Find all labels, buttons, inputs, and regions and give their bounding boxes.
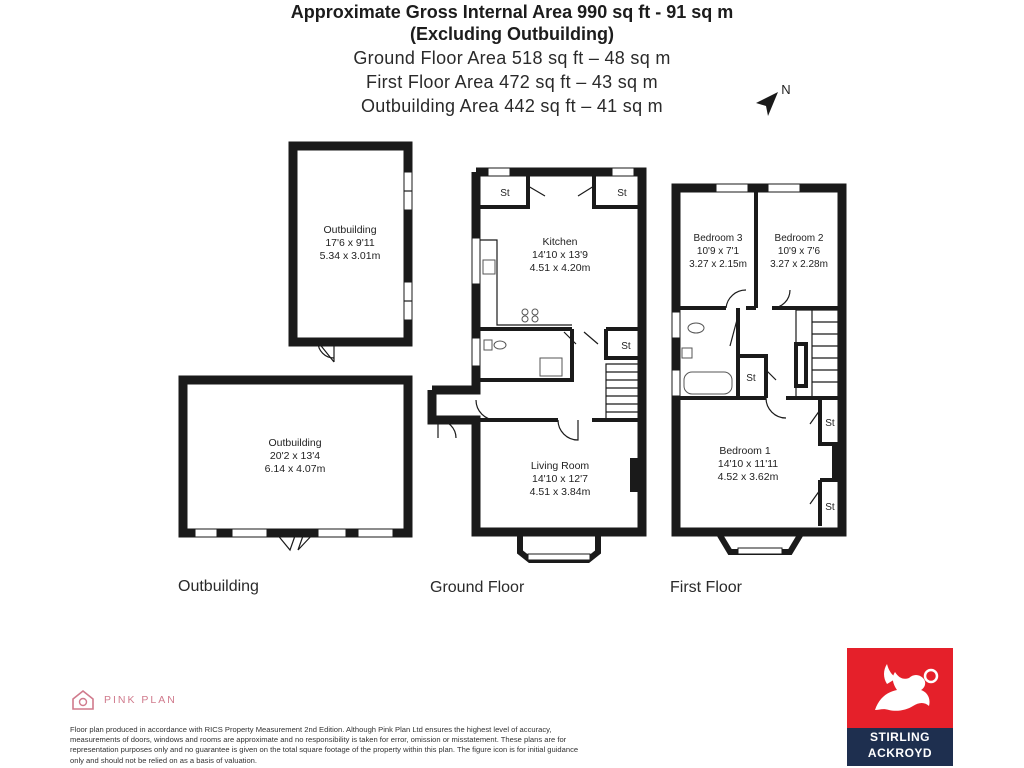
stirling-ackroyd-logo <box>847 648 953 766</box>
bedroom2-name: Bedroom 2 <box>774 233 824 244</box>
compass-label: N <box>781 82 791 97</box>
griffin-icon <box>847 648 953 728</box>
brand-line-1: STIRLING <box>870 730 930 744</box>
bedroom1-name: Bedroom 1 <box>719 445 771 457</box>
outbuilding-area: Outbuilding Area 442 sq ft – 41 sq m <box>361 96 663 116</box>
bedroom1-store-top-label: St <box>825 418 835 429</box>
floor-label-first: First Floor <box>670 579 742 596</box>
ground-floor-plan <box>432 168 642 560</box>
outbuilding-small-plan <box>293 146 412 362</box>
first-floor-area: First Floor Area 472 sq ft – 43 sq m <box>366 72 658 92</box>
pink-plan-logo <box>70 689 177 711</box>
kitchen-imperial: 14'10 x 13'9 <box>532 249 588 261</box>
kitchen-metric: 4.51 x 4.20m <box>529 262 591 274</box>
floor-label-outbuilding: Outbuilding <box>178 578 259 595</box>
floor-label-ground: Ground Floor <box>430 579 525 596</box>
bedroom3-name: Bedroom 3 <box>693 233 743 244</box>
gross-area-title: Approximate Gross Internal Area 990 sq ft - 91 sq m <box>290 2 734 22</box>
compass-north-arrow-icon <box>756 82 791 116</box>
living-room-metric: 4.51 x 3.84m <box>529 486 591 498</box>
bedroom2-imperial: 10'9 x 7'6 <box>777 246 821 257</box>
bedroom1-metric: 4.52 x 3.62m <box>717 471 779 483</box>
outbuilding-large-imperial: 20'2 x 13'4 <box>269 450 321 462</box>
outbuilding-small-name: Outbuilding <box>323 224 377 236</box>
outbuilding-large-plan <box>183 380 408 550</box>
living-room-imperial: 14'10 x 12'7 <box>532 473 588 485</box>
bedroom1-store-bottom-label: St <box>825 502 835 513</box>
bedroom2-metric: 3.27 x 2.28m <box>770 259 828 270</box>
outbuilding-large-metric: 6.14 x 4.07m <box>264 463 326 475</box>
outbuilding-small-imperial: 17'6 x 9'11 <box>325 237 375 249</box>
outbuilding-small-metric: 5.34 x 3.01m <box>319 250 381 262</box>
kitchen-name: Kitchen <box>542 236 578 248</box>
kitchen-store-left-label: St <box>500 188 510 199</box>
disclaimer-text: Floor plan produced in accordance with RICS Property Measurement 2nd Edition. Although Pink Plan Ltd ensures the highest level of accuracy, measurements of doors, windows and rooms are approximate and no responsibility is taken for error, omission or misstatement. These plans are for representation purposes only and no guarantee is given on the total square footage of the property within this plan. The figure icon is for initial guidance only and should not be relied on as a basis of valuation. <box>70 725 579 765</box>
pink-plan-house-icon <box>70 689 96 711</box>
outbuilding-large-name: Outbuilding <box>268 437 322 449</box>
ground-store-label: St <box>621 341 631 352</box>
bedroom3-metric: 3.27 x 2.15m <box>689 259 747 270</box>
brand-line-2: ACKROYD <box>867 746 933 760</box>
bedroom3-imperial: 10'9 x 7'1 <box>696 246 740 257</box>
living-room-name: Living Room <box>530 460 590 472</box>
pink-plan-logo-text: PINK PLAN <box>104 694 177 706</box>
brand-red-panel <box>847 648 953 728</box>
first-floor-plan <box>672 184 842 554</box>
ground-floor-area: Ground Floor Area 518 sq ft – 48 sq m <box>353 48 671 68</box>
kitchen-store-right-label: St <box>617 188 627 199</box>
excluding-note: (Excluding Outbuilding) <box>410 24 614 44</box>
landing-store-label: St <box>746 373 756 384</box>
bedroom1-imperial: 14'10 x 11'11 <box>717 458 779 470</box>
